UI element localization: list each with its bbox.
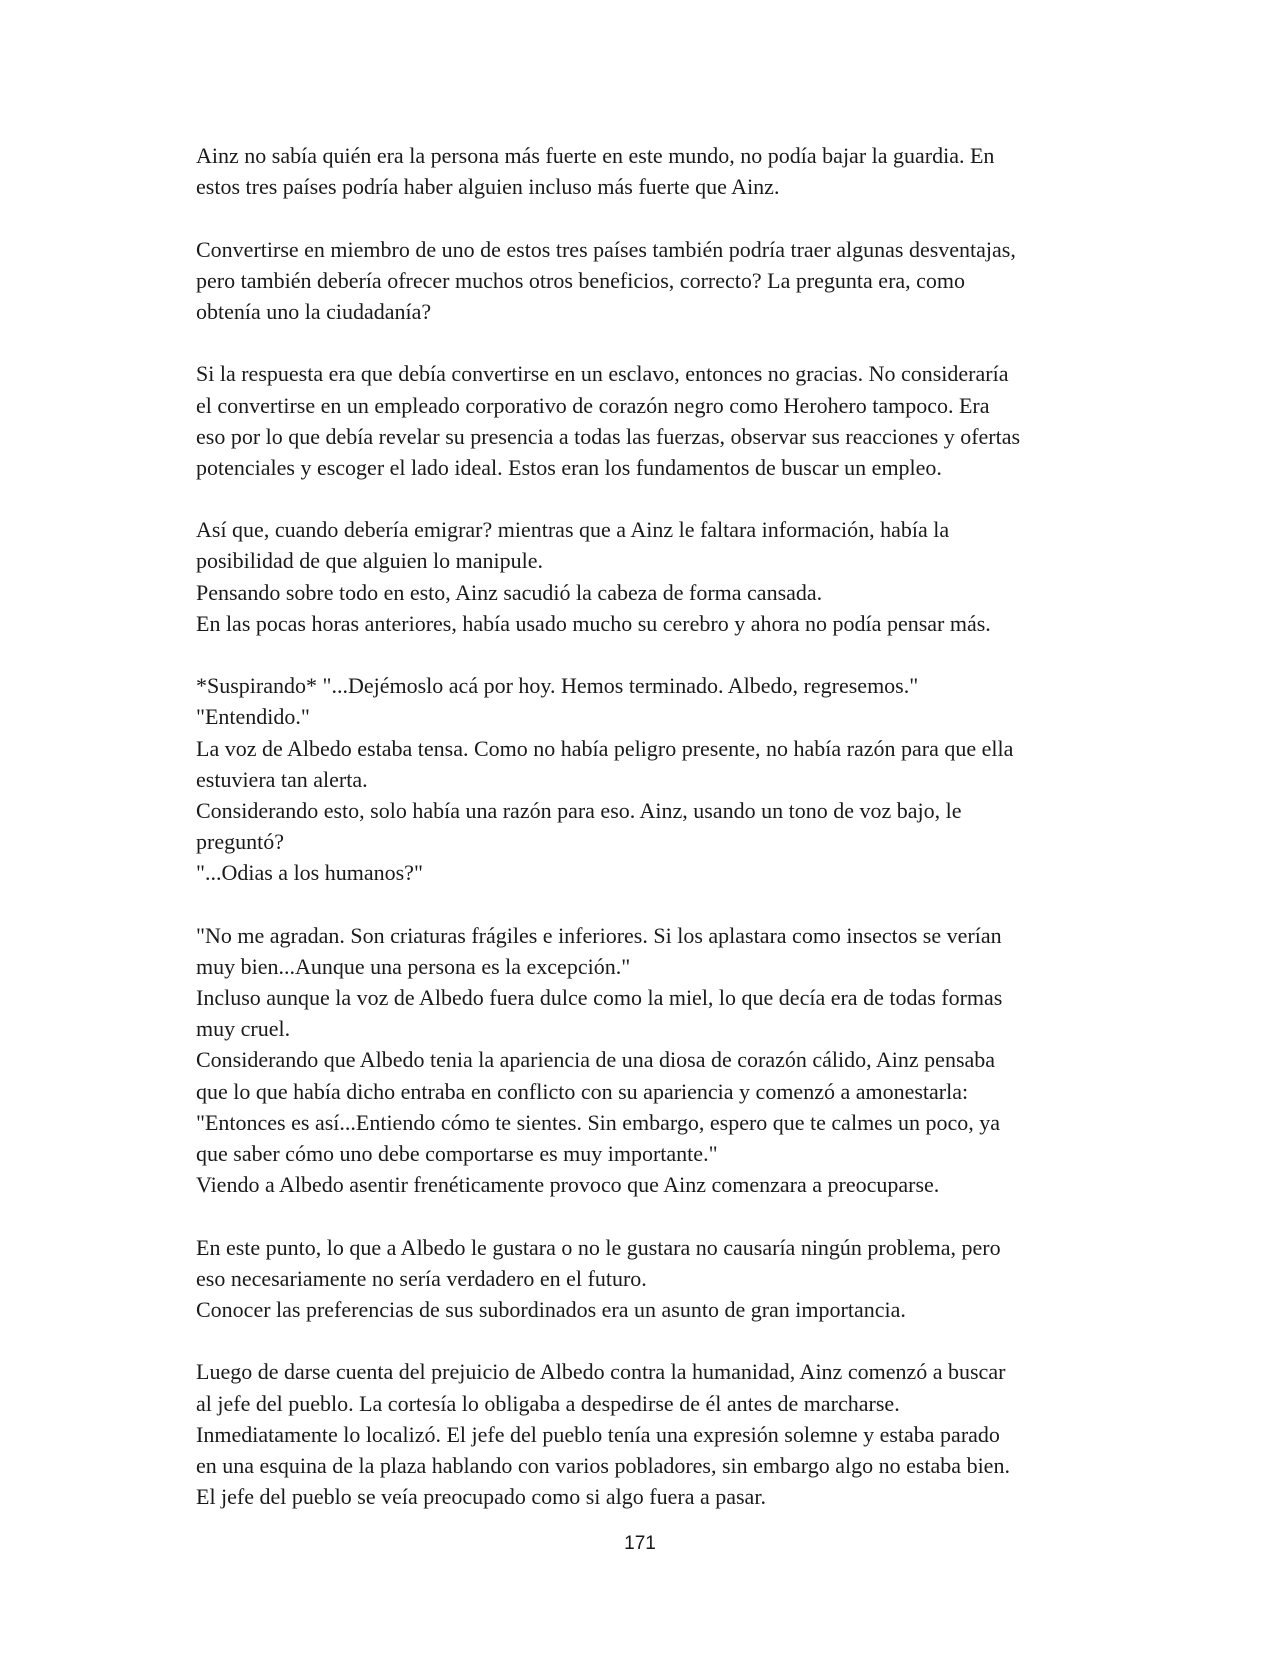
paragraph	[196, 514, 1096, 639]
paragraph	[196, 140, 1096, 202]
text-line: pero también debería ofrecer muchos otros beneficios, correcto? La pregunta era, como	[196, 267, 966, 293]
text-line: "...Odias a los humanos?"	[196, 860, 423, 886]
paragraph-spacer	[196, 889, 1096, 920]
text-line: "Entonces es así...Entiendo cómo te sientes. Sin embargo, espero que te calmes un poco, ya	[196, 1109, 1001, 1135]
text-line: Ainz no sabía quién era la persona más fuerte en este mundo, no podía bajar la guardia. En	[196, 143, 995, 168]
paragraph	[196, 1356, 1096, 1512]
paragraph-spacer	[196, 327, 1096, 358]
text-line: muy cruel.	[196, 1016, 291, 1042]
page-body-text	[196, 140, 1096, 1512]
text-line: Incluso aunque la voz de Albedo fuera dulce como la miel, lo que decía era de todas formas	[196, 985, 1003, 1011]
text-line: Inmediatamente lo localizó. El jefe del pueblo tenía una expresión solemne y estaba parado	[196, 1421, 1000, 1447]
paragraph-spacer	[196, 1200, 1096, 1231]
text-line: muy bien...Aunque una persona es la excepción."	[196, 953, 631, 979]
paragraph	[196, 1232, 1096, 1326]
text-line: eso por lo que debía revelar su presencia a todas las fuerzas, observar sus reacciones y ofertas	[196, 423, 1021, 449]
text-line: que saber cómo uno debe comportarse es muy importante."	[196, 1141, 718, 1166]
text-line: La voz de Albedo estaba tensa. Como no había peligro presente, no había razón para que ella	[196, 735, 1014, 761]
text-line: En las pocas horas anteriores, había usado mucho su cerebro y ahora no podía pensar más.	[196, 610, 991, 636]
text-line: eso necesariamente no sería verdadero en el futuro.	[196, 1265, 647, 1291]
text-line: Convertirse en miembro de uno de estos tres países también podría traer algunas desventajas,	[196, 236, 1016, 262]
paragraph-spacer	[196, 639, 1096, 670]
text-line: el convertirse en un empleado corporativo de corazón negro como Herohero tampoco. Era	[196, 392, 990, 418]
text-line: posibilidad de que alguien lo manipule.	[196, 548, 544, 574]
paragraph	[196, 358, 1096, 483]
text-line: estuviera tan alerta.	[196, 766, 368, 792]
text-line: "Entendido."	[196, 704, 310, 730]
text-line: *Suspirando* "...Dejémoslo acá por hoy. Hemos terminado. Albedo, regresemos."	[196, 673, 919, 699]
text-line: Pensando sobre todo en esto, Ainz sacudió la cabeza de forma cansada.	[196, 579, 823, 605]
text-line: Así que, cuando debería emigrar? mientras que a Ainz le faltara información, había la	[196, 517, 950, 543]
paragraph-spacer	[196, 202, 1096, 233]
text-line: obtenía uno la ciudadanía?	[196, 298, 432, 324]
paragraph	[196, 670, 1096, 888]
text-line: En este punto, lo que a Albedo le gustara o no le gustara no causaría ningún problema, pero	[196, 1234, 1001, 1260]
text-line: Luego de darse cuenta del prejuicio de Albedo contra la humanidad, Ainz comenzó a buscar	[196, 1359, 1006, 1385]
text-line: Conocer las preferencias de sus subordinados era un asunto de gran importancia.	[196, 1296, 906, 1322]
text-line: en una esquina de la plaza hablando con varios pobladores, sin embargo algo no estaba bien.	[196, 1452, 1010, 1478]
text-line: estos tres países podría haber alguien incluso más fuerte que Ainz.	[196, 174, 780, 200]
text-line: Considerando que Albedo tenia la apariencia de una diosa de corazón cálido, Ainz pensaba	[196, 1047, 996, 1073]
paragraph	[196, 920, 1096, 1201]
text-line: "No me agradan. Son criaturas frágiles e inferiores. Si los aplastara como insectos se verían	[196, 922, 1002, 948]
paragraph-spacer	[196, 1325, 1096, 1356]
paragraph	[196, 234, 1096, 328]
text-line: al jefe del pueblo. La cortesía lo obligaba a despedirse de él antes de marcharse.	[196, 1390, 900, 1416]
page-number: 171	[624, 1533, 656, 1554]
paragraph-spacer	[196, 483, 1096, 514]
text-line: El jefe del pueblo se veía preocupado como si algo fuera a pasar.	[196, 1484, 766, 1510]
text-line: Considerando esto, solo había una razón para eso. Ainz, usando un tono de voz bajo, le	[196, 797, 962, 823]
text-line: Si la respuesta era que debía convertirse en un esclavo, entonces no gracias. No consideraría	[196, 361, 1009, 387]
text-line: preguntó?	[196, 829, 284, 855]
text-line: que lo que había dicho entraba en conflicto con su apariencia y comenzó a amonestarla:	[196, 1078, 969, 1104]
text-line: potenciales y escoger el lado ideal. Estos eran los fundamentos de buscar un empleo.	[196, 454, 942, 480]
text-line: Viendo a Albedo asentir frenéticamente provoco que Ainz comenzara a preocuparse.	[196, 1172, 940, 1198]
